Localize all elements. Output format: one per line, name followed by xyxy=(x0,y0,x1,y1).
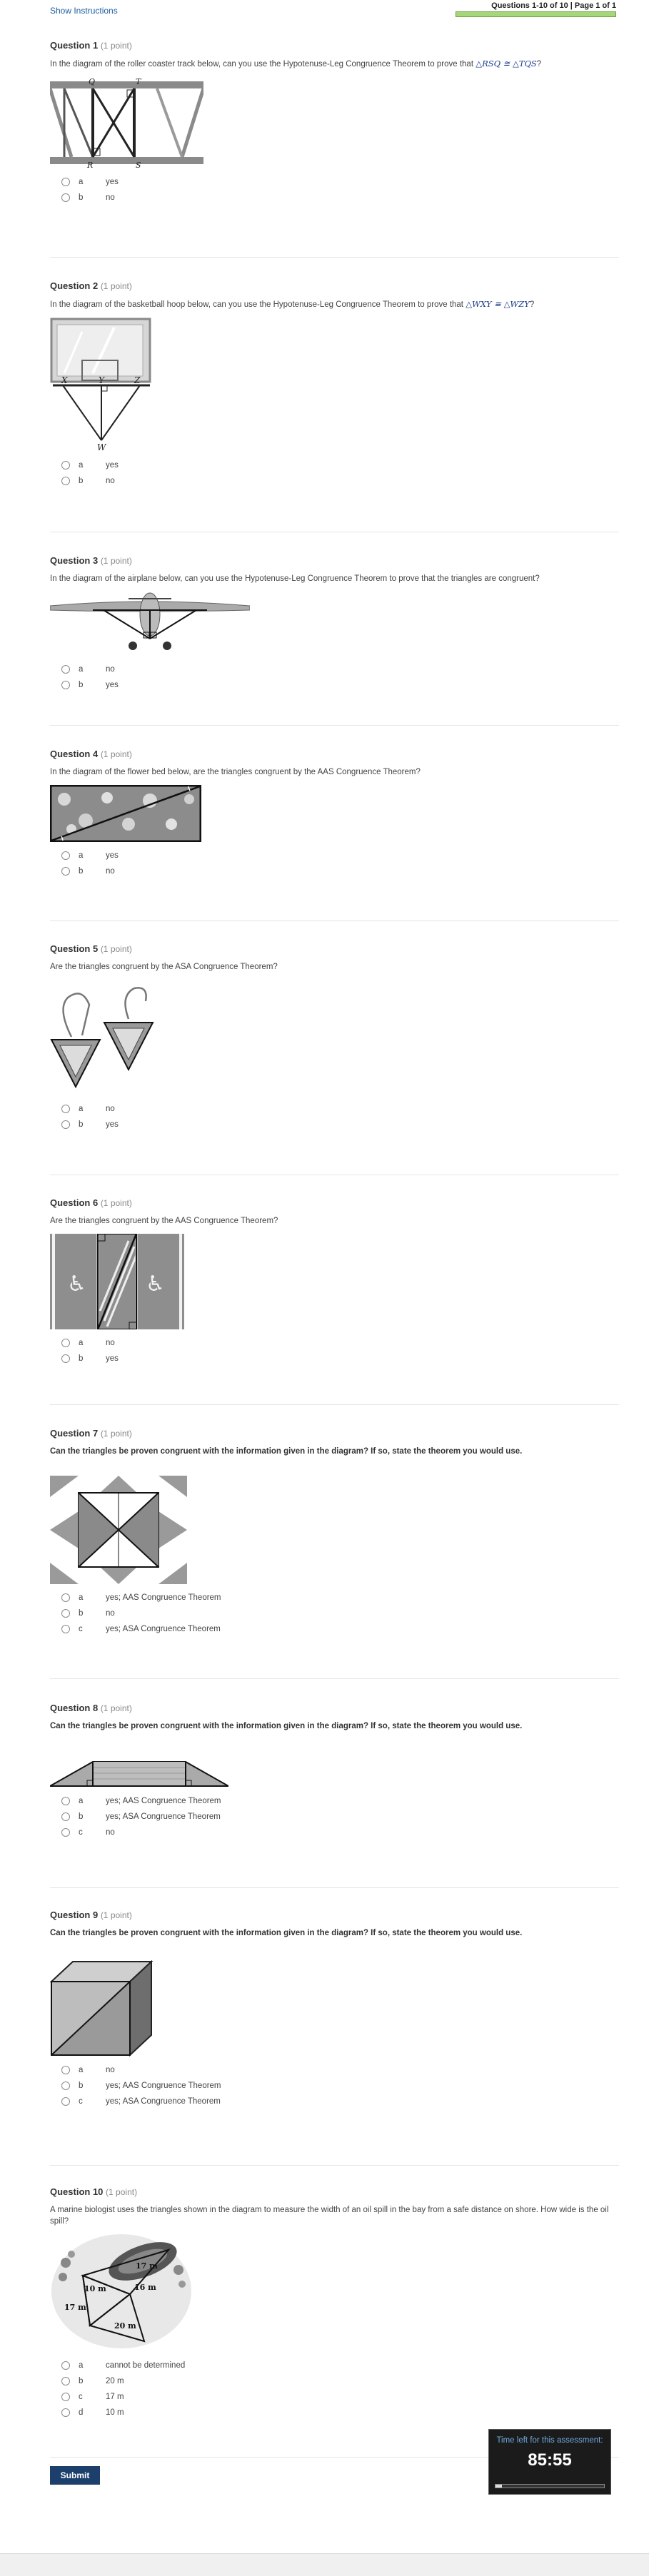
answer-option[interactable]: a yes; AAS Congruence Theorem xyxy=(50,1590,619,1606)
measure-label: 20 m xyxy=(114,2321,136,2331)
radio-button[interactable] xyxy=(61,1339,70,1347)
question-title: Question 4 (1 point) xyxy=(50,749,132,759)
radio-button[interactable] xyxy=(61,2393,70,2401)
answer-option[interactable]: c 17 m xyxy=(50,2389,619,2405)
question-text: Can the triangles be proven congruent with the information given in the diagram? If so, state the theorem you would use. xyxy=(50,1722,523,1730)
radio-button[interactable] xyxy=(61,193,70,202)
answer-option[interactable]: a no xyxy=(50,1335,619,1351)
accessible-parking-icon: ♿ xyxy=(67,1272,86,1297)
answer-option[interactable]: a cannot be determined xyxy=(50,2358,619,2373)
answer-option[interactable]: a yes; AAS Congruence Theorem xyxy=(50,1793,619,1809)
radio-button[interactable] xyxy=(61,477,70,485)
radio-button[interactable] xyxy=(61,178,70,186)
question-title: Question 2 (1 point) xyxy=(50,280,132,291)
top-bar xyxy=(0,0,649,20)
question-5 xyxy=(50,943,619,1132)
oil-spill-figure xyxy=(50,2234,193,2352)
basketball-hoop-figure xyxy=(50,318,154,452)
divider xyxy=(50,725,619,726)
radio-button[interactable] xyxy=(61,2081,70,2090)
answer-list xyxy=(50,1793,619,1840)
question-7 xyxy=(50,1428,619,1637)
radio-button[interactable] xyxy=(61,2377,70,2385)
question-text: In the diagram of the airplane below, can you use the Hypotenuse-Leg Congruence Theorem to prove that the triangles are congruent? xyxy=(50,574,540,583)
question-9 xyxy=(50,1910,619,2109)
progress-bar xyxy=(456,11,616,17)
radio-button[interactable] xyxy=(61,2361,70,2370)
divider xyxy=(50,1887,619,1888)
answer-list xyxy=(50,2062,619,2109)
cube-figure xyxy=(50,1960,154,2057)
question-title: Question 5 (1 point) xyxy=(50,943,132,954)
measure-label: 17 m xyxy=(136,2261,158,2271)
radio-button[interactable] xyxy=(61,2097,70,2106)
answer-list xyxy=(50,661,619,693)
divider xyxy=(50,2165,619,2166)
question-3 xyxy=(50,555,619,693)
answer-option[interactable]: a no xyxy=(50,661,619,677)
parking-figure xyxy=(50,1234,184,1329)
answer-option[interactable]: a yes xyxy=(50,848,619,863)
answer-option[interactable]: b 20 m xyxy=(50,2373,619,2389)
question-title: Question 1 (1 point) xyxy=(50,40,132,51)
answer-list xyxy=(50,457,619,489)
question-8 xyxy=(50,1703,619,1840)
question-title: Question 8 (1 point) xyxy=(50,1703,132,1713)
earrings-figure xyxy=(50,980,164,1095)
question-text: A marine biologist uses the triangles shown in the diagram to measure the width of an oil spill in the bay from a safe distance on shore. How wide is the oil spill? xyxy=(50,2206,609,2226)
answer-option[interactable]: a yes xyxy=(50,174,619,190)
answer-option[interactable]: a no xyxy=(50,1101,619,1117)
answer-option[interactable]: c no xyxy=(50,1825,619,1840)
timer-value: 85:55 xyxy=(528,2450,572,2470)
question-title: Question 10 (1 point) xyxy=(50,2186,138,2197)
radio-button[interactable] xyxy=(61,665,70,674)
divider xyxy=(50,1678,619,1679)
radio-button[interactable] xyxy=(61,1828,70,1837)
measure-label: 17 m xyxy=(64,2303,86,2312)
question-title: Question 9 (1 point) xyxy=(50,1910,132,1920)
radio-button[interactable] xyxy=(61,1609,70,1618)
radio-button[interactable] xyxy=(61,1593,70,1602)
time-remaining-panel xyxy=(488,2429,611,2495)
measure-label: 10 m xyxy=(84,2284,106,2293)
radio-button[interactable] xyxy=(61,2408,70,2417)
label-t: T xyxy=(136,77,141,86)
page-info: Questions 1-10 of 10 | Page 1 of 1 xyxy=(491,1,616,10)
question-text: In the diagram of the flower bed below, are the triangles congruent by the AAS Congruence Theorem? xyxy=(50,768,421,776)
radio-button[interactable] xyxy=(61,2066,70,2074)
answer-option[interactable]: a yes xyxy=(50,457,619,473)
answer-option[interactable]: a no xyxy=(50,2062,619,2078)
label-q: Q xyxy=(89,77,96,86)
question-4 xyxy=(50,749,619,879)
timer-label: Time left for this assessment: xyxy=(496,2436,603,2445)
question-10 xyxy=(50,2186,619,2420)
radio-button[interactable] xyxy=(61,1625,70,1633)
question-text: Are the triangles congruent by the AAS Congruence Theorem? xyxy=(50,1217,278,1225)
question-text: In the diagram of the basketball hoop below, can you use the Hypotenuse-Leg Congruence Theorem to prove that △WXY ≅ △WZY? xyxy=(50,299,535,309)
flower-bed-figure xyxy=(50,785,201,842)
answer-option[interactable]: b yes xyxy=(50,677,619,693)
question-title: Question 3 (1 point) xyxy=(50,555,132,566)
answer-list xyxy=(50,2358,619,2420)
roller-coaster-figure xyxy=(50,77,203,168)
answer-option[interactable]: b no xyxy=(50,863,619,879)
radio-button[interactable] xyxy=(61,1105,70,1113)
question-title: Question 7 (1 point) xyxy=(50,1428,132,1439)
radio-button[interactable] xyxy=(61,1797,70,1805)
radio-button[interactable] xyxy=(61,867,70,876)
question-text: In the diagram of the roller coaster track below, can you use the Hypotenuse-Leg Congruence Theorem to prove that △RSQ ≅ △TQS? xyxy=(50,59,542,69)
answer-option[interactable]: c yes; ASA Congruence Theorem xyxy=(50,2094,619,2109)
answer-list xyxy=(50,174,619,206)
divider xyxy=(50,257,619,258)
answer-option[interactable]: b yes; ASA Congruence Theorem xyxy=(50,1809,619,1825)
timer-progress-bar xyxy=(495,2484,605,2488)
answer-option[interactable]: c yes; ASA Congruence Theorem xyxy=(50,1621,619,1637)
radio-button[interactable] xyxy=(61,851,70,860)
question-6 xyxy=(50,1197,619,1366)
label-y: Y xyxy=(99,375,104,385)
radio-button[interactable] xyxy=(61,681,70,689)
question-text: Can the triangles be proven congruent with the information given in the diagram? If so, state the theorem you would use. xyxy=(50,1447,523,1456)
answer-option[interactable]: b no xyxy=(50,190,619,206)
label-w: W xyxy=(97,442,106,452)
label-z: Z xyxy=(134,375,141,385)
quilt-pattern-figure xyxy=(50,1476,187,1584)
show-instructions-link[interactable]: Show Instructions xyxy=(50,6,118,16)
measure-label: 16 m xyxy=(134,2283,156,2292)
answer-option[interactable]: b no xyxy=(50,473,619,489)
radio-button[interactable] xyxy=(61,1120,70,1129)
question-2 xyxy=(50,280,619,489)
answer-list xyxy=(50,1335,619,1366)
radio-button[interactable] xyxy=(61,1812,70,1821)
label-x: X xyxy=(61,375,68,385)
answer-list xyxy=(50,1590,619,1637)
page-footer xyxy=(0,2553,649,2576)
answer-option[interactable]: b yes xyxy=(50,1117,619,1132)
label-r: R xyxy=(87,161,94,168)
question-1 xyxy=(50,40,619,206)
question-text: Are the triangles congruent by the ASA Congruence Theorem? xyxy=(50,963,278,971)
answer-option[interactable]: b no xyxy=(50,1606,619,1621)
label-s: S xyxy=(136,161,141,168)
ramp-figure xyxy=(50,1759,228,1788)
radio-button[interactable] xyxy=(61,1354,70,1363)
accessible-parking-icon: ♿ xyxy=(146,1272,165,1297)
question-title: Question 6 (1 point) xyxy=(50,1197,132,1208)
radio-button[interactable] xyxy=(61,461,70,470)
answer-option[interactable]: b yes xyxy=(50,1351,619,1366)
answer-list xyxy=(50,848,619,879)
answer-list xyxy=(50,1101,619,1132)
airplane-figure xyxy=(50,592,250,656)
question-text: Can the triangles be proven congruent with the information given in the diagram? If so, state the theorem you would use. xyxy=(50,1929,523,1937)
submit-button[interactable]: Submit xyxy=(50,2466,100,2485)
divider xyxy=(50,1404,619,1405)
answer-option[interactable]: d 10 m xyxy=(50,2405,619,2420)
answer-option[interactable]: b yes; AAS Congruence Theorem xyxy=(50,2078,619,2094)
